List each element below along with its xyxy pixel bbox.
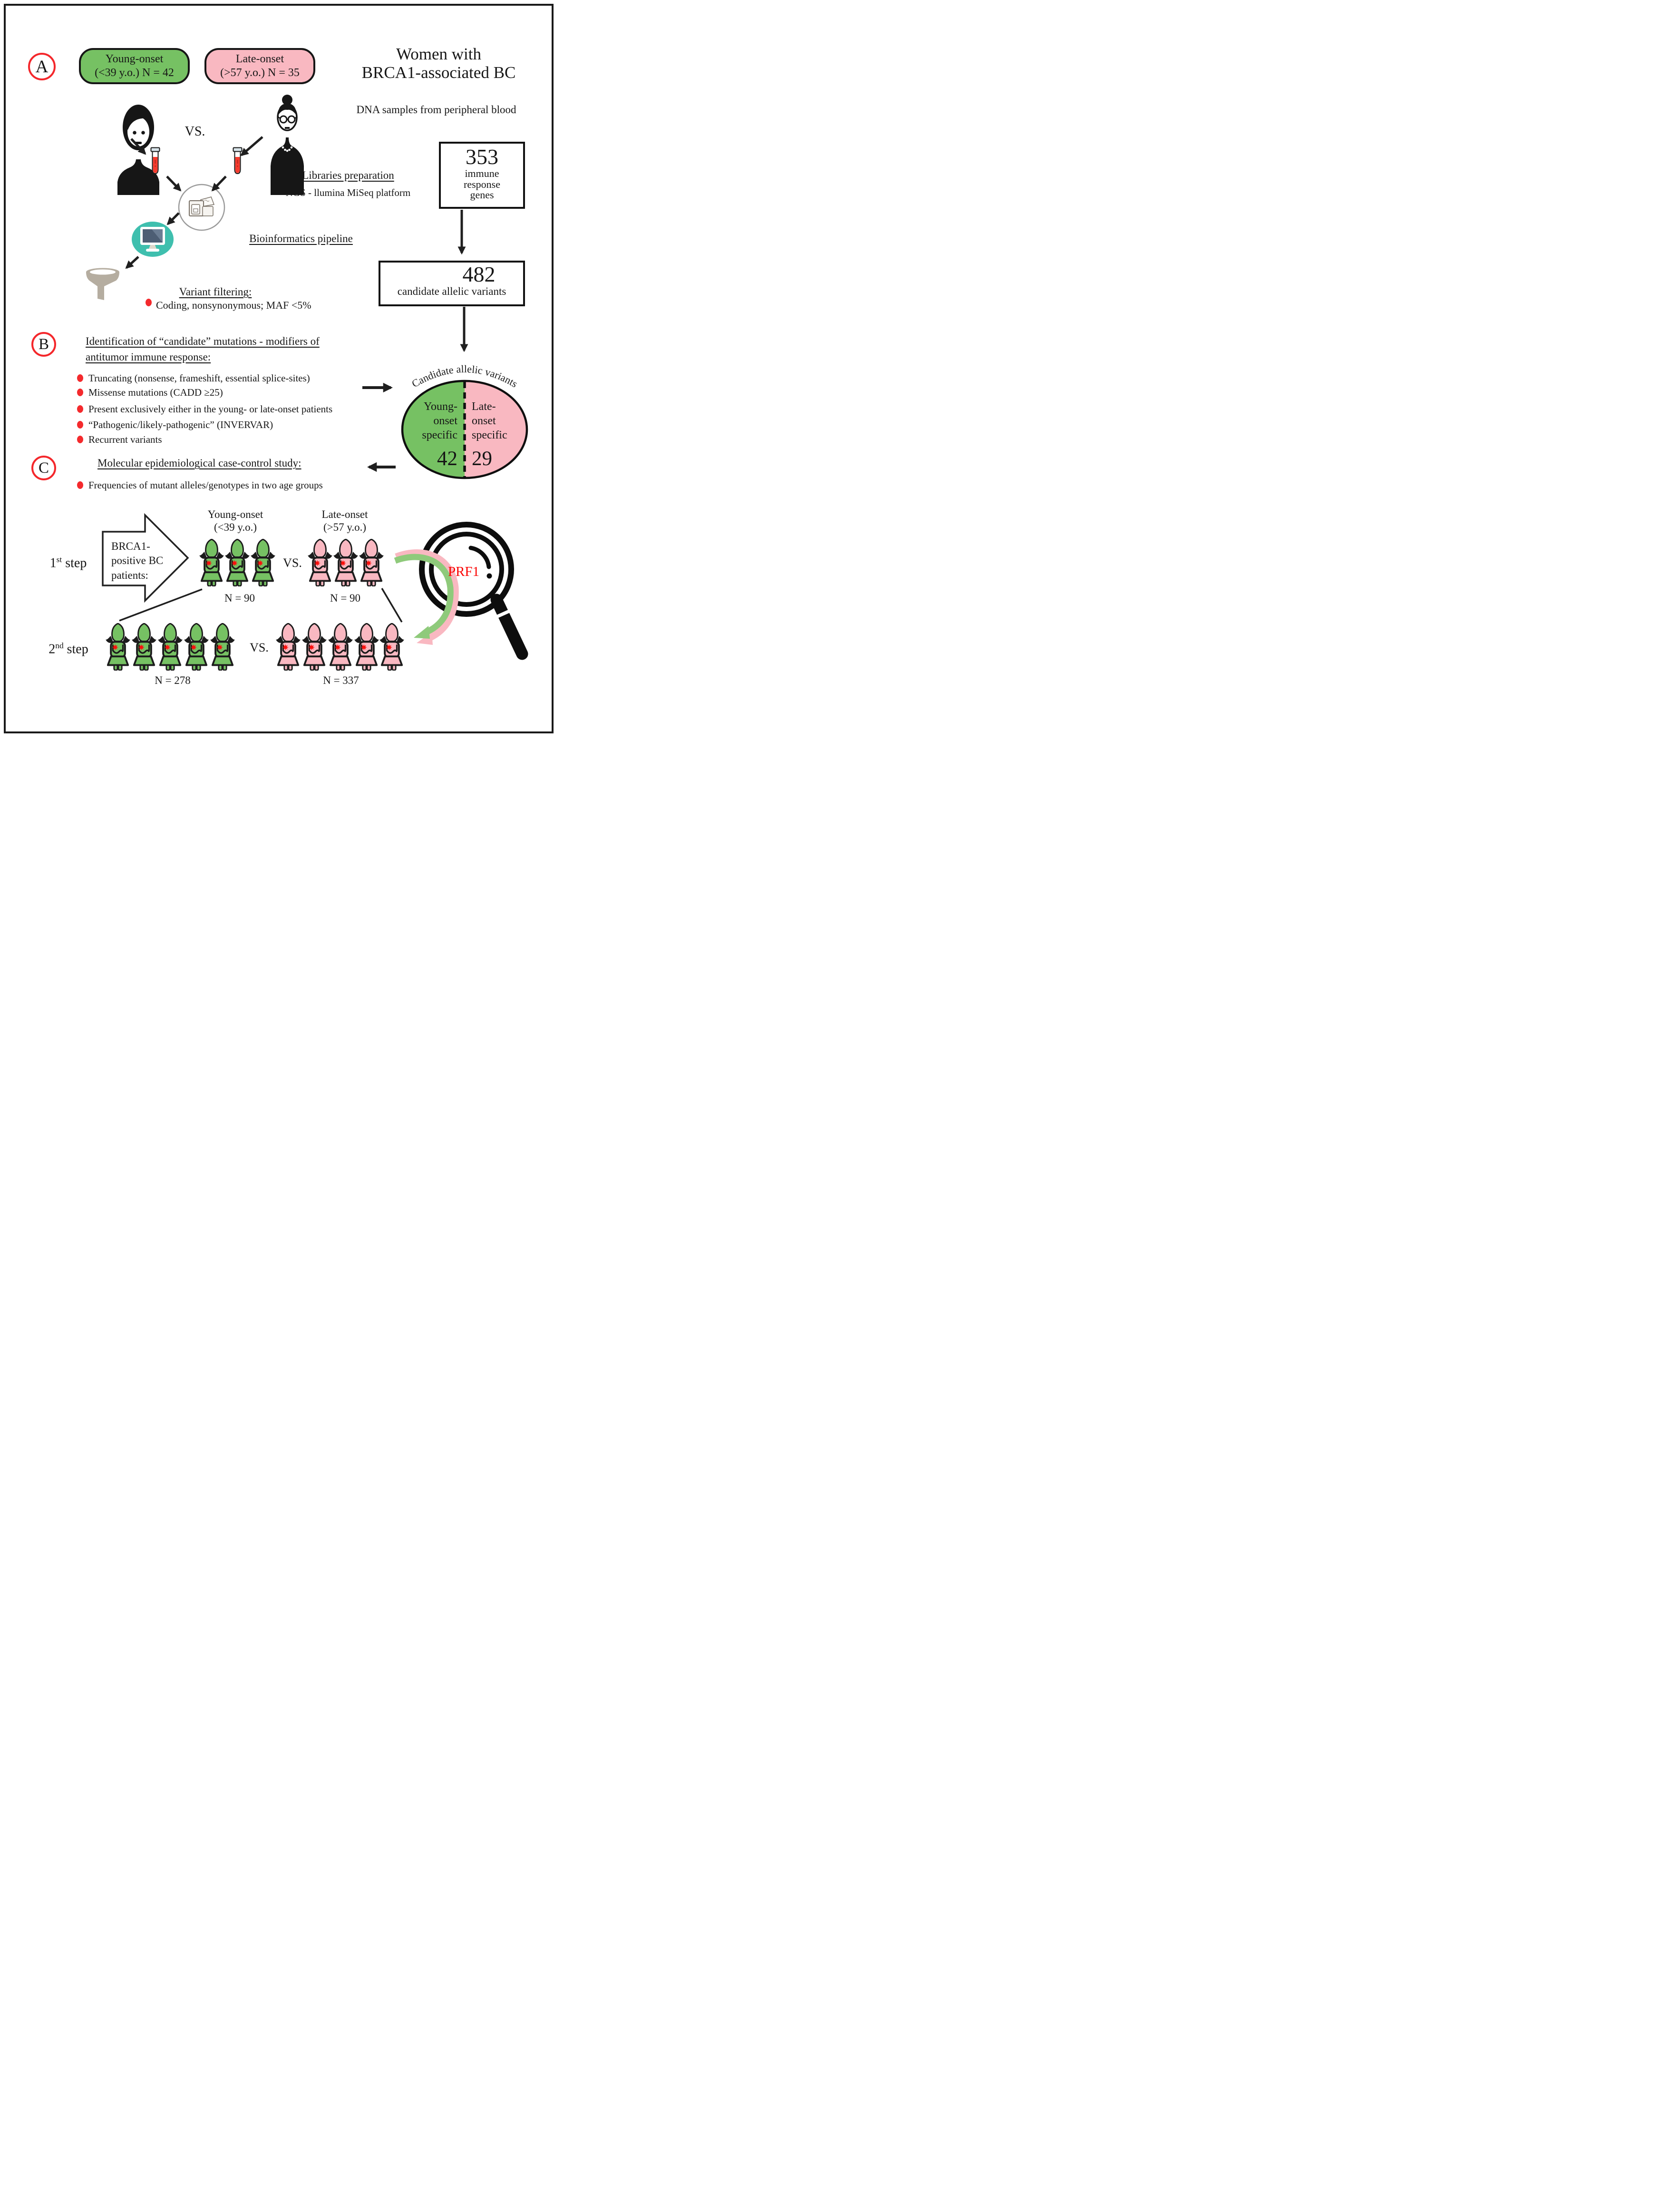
step2-young-n: N = 278	[155, 674, 191, 686]
step1-num: 1	[49, 555, 57, 571]
venn-late-value: 29	[472, 448, 492, 470]
step1-young-label	[200, 508, 271, 534]
block-arrow-text	[111, 539, 185, 583]
panel-b-heading-line2: antitumor immune response:	[86, 351, 211, 363]
bullet-dot	[77, 374, 83, 382]
late-pill-line2: (>57 y.o.) N = 35	[220, 67, 300, 79]
panel-b-heading	[86, 333, 380, 365]
panel-b-badge	[31, 332, 56, 357]
step2-late-n: N = 337	[323, 674, 359, 686]
venn-young-line2: onset	[433, 415, 457, 428]
venn-arch-label: Candidate allelic variants	[409, 362, 520, 390]
block-arrow-line1: BRCA1-	[111, 540, 150, 552]
variants-box	[379, 261, 525, 306]
step2-num: 2	[49, 642, 56, 657]
bullet-dot	[77, 421, 83, 429]
variant-filtering-heading: Variant filtering:	[179, 286, 252, 298]
step2-label	[40, 641, 97, 657]
panel-b-bullet-2: Missense mutations (CADD ≥25)	[88, 387, 223, 398]
libraries-heading: Libraries preparation	[302, 169, 394, 181]
panel-b-bullet-4: “Pathogenic/likely-pathogenic” (INVERVAR)	[88, 419, 273, 430]
genes-box-line3: genes	[470, 189, 494, 201]
panel-c-badge	[31, 456, 56, 480]
venn-young-line1: Young-	[424, 400, 457, 413]
vs-top: VS.	[185, 124, 205, 139]
block-arrow-line2: positive BC	[111, 555, 164, 567]
step2-ord: nd	[55, 641, 64, 650]
venn-late-line2: onset	[472, 415, 496, 428]
step1-label	[41, 555, 96, 571]
young-onset-pill	[79, 48, 190, 84]
late-pill-line1: Late-onset	[235, 52, 284, 65]
bioinformatics-heading: Bioinformatics pipeline	[249, 233, 353, 244]
genes-box-line2: response	[464, 178, 500, 190]
young-pill-line1: Young-onset	[105, 52, 164, 65]
step2-word: step	[67, 642, 88, 657]
vs-step2: VS.	[250, 641, 269, 654]
step1-young-label2: (<39 y.o.)	[214, 521, 257, 534]
panel-b-bullet-3: Present exclusively either in the young- or late-onset patients	[88, 403, 333, 415]
step1-late-label	[309, 508, 380, 534]
panel-c-bullet: Frequencies of mutant alleles/genotypes in two age groups	[88, 479, 323, 491]
bullet-dot	[77, 481, 83, 489]
genes-box-line1: immune	[465, 167, 499, 180]
step1-late-label2: (>57 y.o.)	[323, 521, 367, 534]
genes-box-number: 353	[466, 145, 498, 169]
step1-word: step	[65, 555, 87, 571]
title-line2: BRCA1-associated BC	[361, 63, 516, 82]
vs-step1: VS.	[283, 556, 302, 570]
young-pill-line2: (<39 y.o.) N = 42	[95, 67, 174, 79]
panel-a-letter: A	[35, 57, 49, 77]
step1-young-label1: Young-onset	[207, 508, 263, 520]
panel-b-bullet-1: Truncating (nonsense, frameshift, essential splice-sites)	[88, 372, 310, 384]
bullet-dot	[77, 436, 83, 443]
figure-root	[0, 0, 557, 737]
bullet-dot	[77, 389, 83, 396]
venn-late-line1: Late-	[472, 400, 496, 413]
step1-late-label1: Late-onset	[321, 508, 368, 520]
panel-c-heading: Molecular epidemiological case-control study:	[97, 457, 301, 469]
title-line1: Women with	[396, 45, 481, 63]
late-onset-pill	[204, 48, 315, 84]
panel-a-badge	[28, 53, 56, 80]
venn-young-value: 42	[437, 448, 457, 470]
step1-ord: st	[56, 555, 62, 564]
variants-box-number: 482	[462, 262, 496, 286]
panel-b-heading-line1: Identification of “candidate” mutations - modifiers of	[86, 335, 320, 347]
variants-box-label: candidate allelic variants	[397, 285, 506, 297]
prf1-gene-label: PRF1	[447, 564, 480, 579]
libraries-detail: NGS - llumina MiSeq platform	[285, 187, 411, 198]
bullet-dot	[77, 405, 83, 413]
step1-late-n: N = 90	[330, 592, 361, 604]
step1-young-n: N = 90	[224, 592, 255, 604]
subtitle: DNA samples from peripheral blood	[356, 104, 516, 116]
venn-late-line3: specific	[472, 429, 507, 442]
figure-title	[333, 45, 544, 82]
genes-box	[439, 142, 525, 209]
variant-filtering-bullet: Coding, nonsynonymous; MAF <5%	[156, 299, 311, 311]
block-arrow-line3: patients:	[111, 569, 148, 581]
venn-young-labels	[399, 400, 457, 443]
venn-young-line3: specific	[422, 429, 457, 442]
panel-c-letter: C	[38, 459, 49, 477]
panel-b-bullet-5: Recurrent variants	[88, 434, 162, 445]
venn-late-labels	[472, 400, 530, 443]
bullet-dot	[146, 299, 152, 306]
panel-b-letter: B	[38, 335, 49, 353]
